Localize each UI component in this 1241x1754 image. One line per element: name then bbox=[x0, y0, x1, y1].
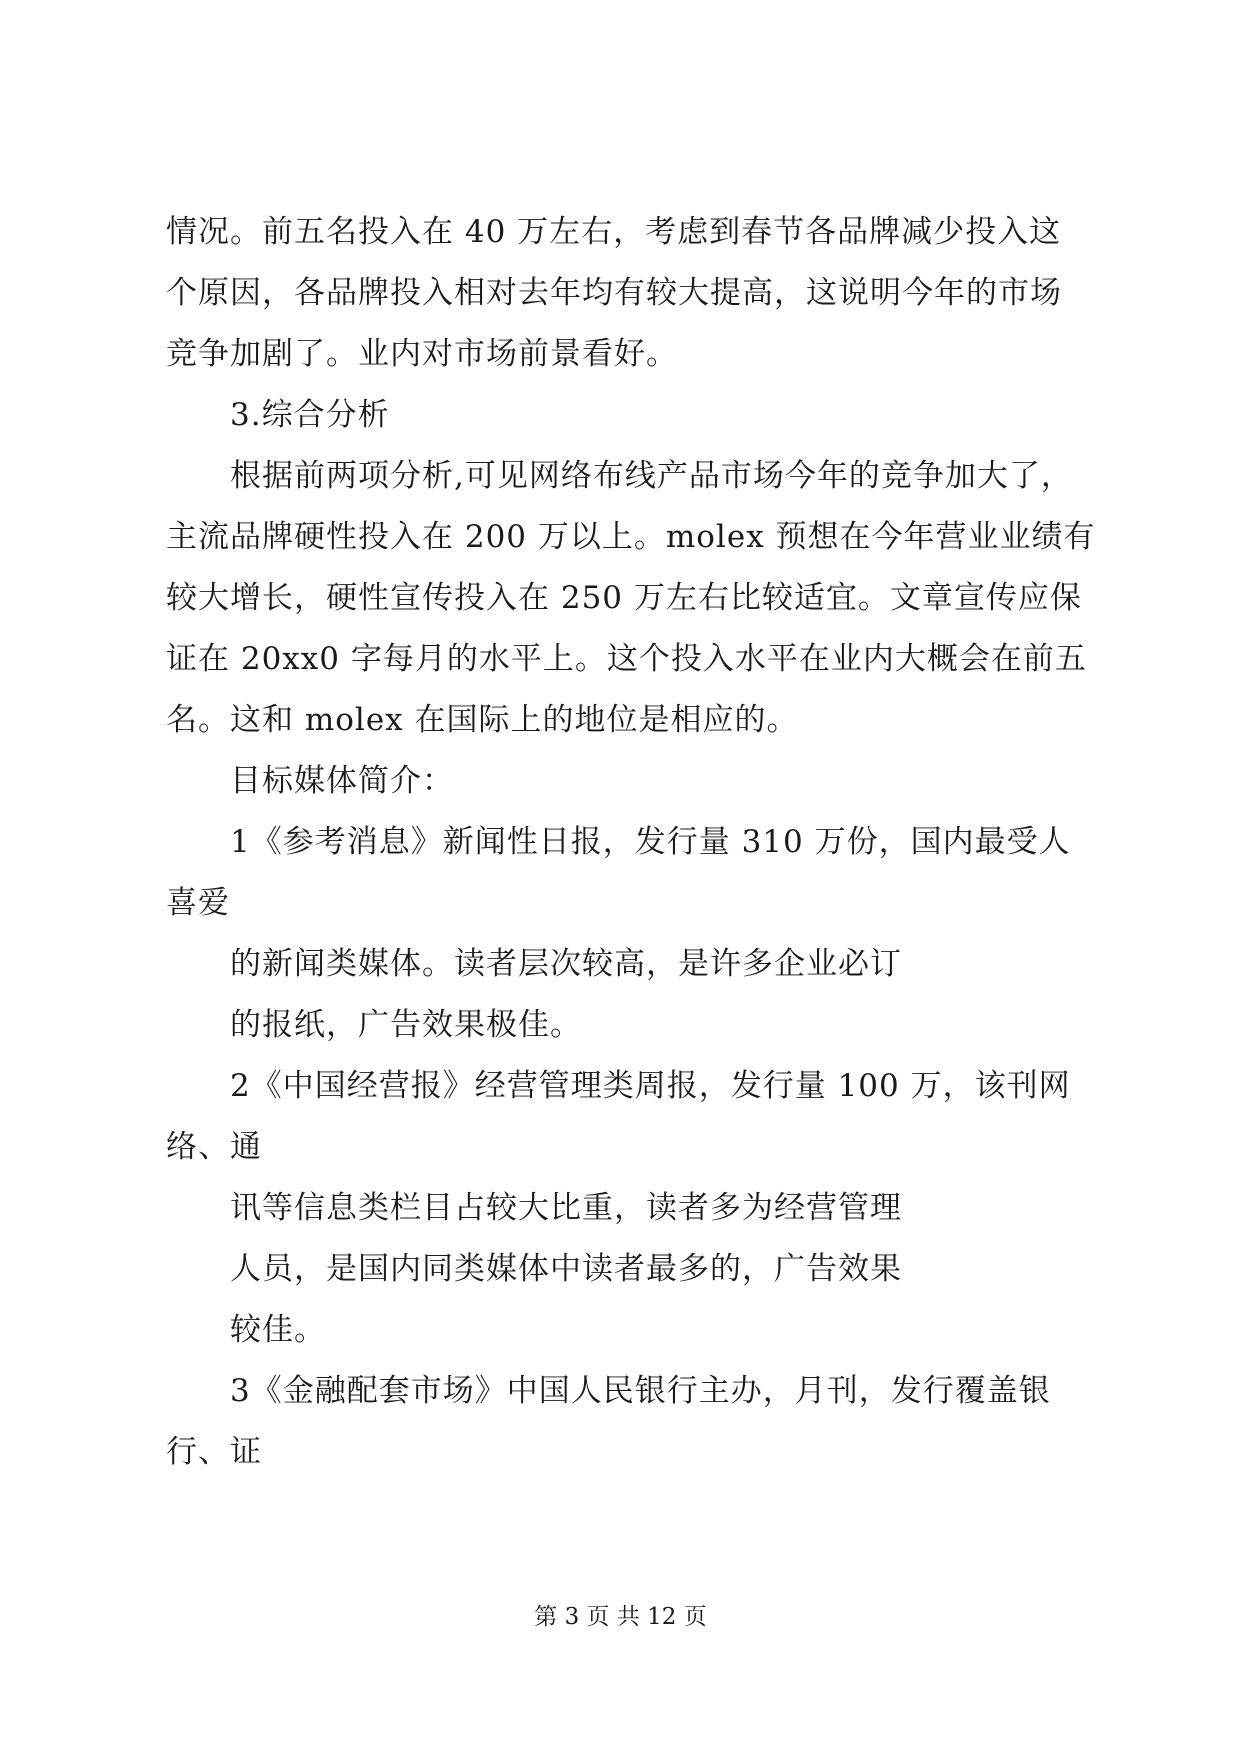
list-item-line: 络、通 bbox=[166, 1129, 262, 1165]
list-item-line: 讯等信息类栏目占较大比重，读者多为经营管理 bbox=[230, 1190, 902, 1226]
list-item-line: 行、证 bbox=[166, 1434, 262, 1470]
paragraph-line: 个原因，各品牌投入相对去年均有较大提高，这说明今年的市场 bbox=[166, 275, 1062, 311]
list-item-line: 1《参考消息》新闻性日报，发行量 310 万份，国内最受人 bbox=[230, 824, 1071, 860]
paragraph-line: 证在 20xx0 字每月的水平上。这个投入水平在业内大概会在前五 bbox=[166, 641, 1087, 677]
paragraph-line: 根据前两项分析,可见网络布线产品市场今年的竞争加大了， bbox=[230, 458, 1073, 494]
page-number-footer: 第 3 页 共 12 页 bbox=[534, 1604, 707, 1630]
list-item-line: 2《中国经营报》经营管理类周报，发行量 100 万，该刊网 bbox=[230, 1068, 1071, 1104]
list-item-line: 人员，是国内同类媒体中读者最多的，广告效果 bbox=[230, 1251, 902, 1287]
list-item-line: 较佳。 bbox=[230, 1312, 326, 1348]
paragraph-line: 名。这和 molex 在国际上的地位是相应的。 bbox=[166, 702, 799, 738]
section-heading: 3.综合分析 bbox=[230, 397, 390, 433]
list-item-line: 喜爱 bbox=[166, 885, 230, 921]
paragraph-line: 情况。前五名投入在 40 万左右，考虑到春节各品牌减少投入这 bbox=[166, 214, 1062, 250]
paragraph-line: 较大增长，硬性宣传投入在 250 万左右比较适宜。文章宣传应保 bbox=[166, 580, 1082, 616]
paragraph-line: 竞争加剧了。业内对市场前景看好。 bbox=[166, 336, 678, 372]
paragraph-line: 主流品牌硬性投入在 200 万以上。molex 预想在今年营业业绩有 bbox=[166, 519, 1096, 555]
list-item-line: 的报纸，广告效果极佳。 bbox=[230, 1007, 582, 1043]
section-heading: 目标媒体简介： bbox=[230, 763, 454, 799]
list-item-line: 的新闻类媒体。读者层次较高，是许多企业必订 bbox=[230, 946, 902, 982]
list-item-line: 3《金融配套市场》中国人民银行主办，月刊，发行覆盖银 bbox=[230, 1373, 1051, 1409]
